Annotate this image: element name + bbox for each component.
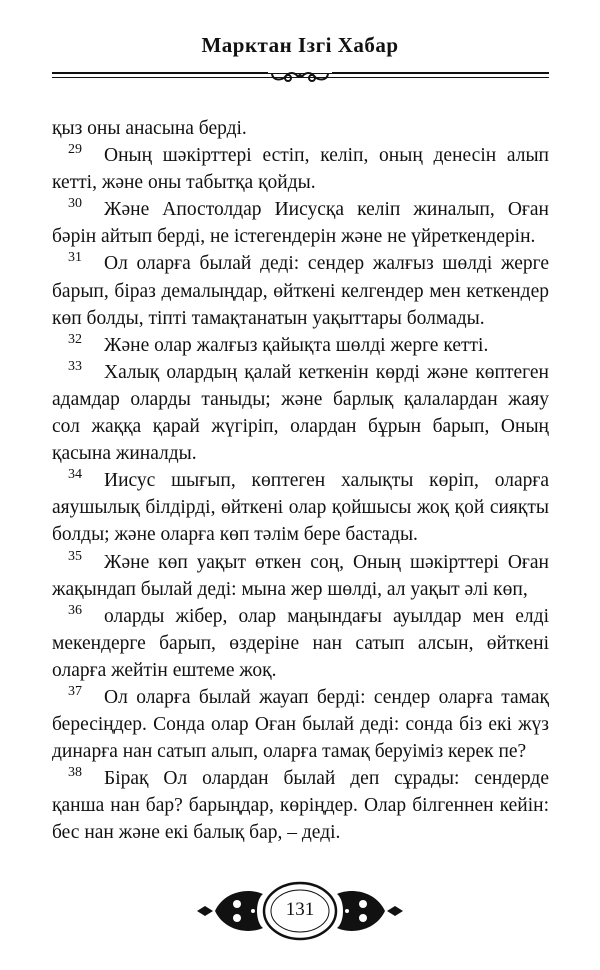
- line-text: Және көп уақыт өткен соң, Оның шәкірттері Оған: [104, 551, 549, 573]
- line-text: сол жаққа қарай жүгіріп, олардан бұрын барып, Оның: [52, 416, 549, 438]
- header-ornament-icon: [268, 67, 332, 85]
- line-text: қыз оны анасына берді.: [52, 118, 247, 139]
- text-line: [52, 223, 549, 250]
- line-text: Ол оларға былай деді: сендер жалғыз шөлді жерге: [104, 253, 549, 275]
- text-line: [52, 494, 549, 521]
- verse-number: 38: [68, 765, 82, 781]
- text-line: [52, 169, 549, 196]
- text-line: [52, 738, 549, 765]
- verse-number: 36: [68, 602, 82, 618]
- line-text: Оның шәкірттері естіп, келіп, оның денесін алып: [104, 145, 549, 167]
- line-text: барып, біраз демалыңдар, өйткені келгендер мен кеткендер: [52, 280, 549, 302]
- verse-number: 31: [68, 250, 82, 266]
- line-text: бәрін айтып берді, не істегендерін және не үйреткендерін.: [52, 226, 536, 248]
- verse-number: 35: [68, 548, 82, 564]
- text-line: [52, 684, 549, 711]
- line-text: Бірақ Ол олардан былай деп сұрады: сендерде: [104, 768, 549, 790]
- verse-number: 32: [68, 331, 82, 347]
- line-text: адамдар оларды таныды; және барлық қалалардан жаяу: [52, 388, 549, 410]
- line-text: Және олар жалғыз қайықта шөлді жерге кетті.: [104, 334, 489, 356]
- text-line: [52, 115, 549, 142]
- text-line: [52, 603, 549, 630]
- text-line: [52, 250, 549, 277]
- line-text: мекендерге барып, өздеріне нан сатып алсын, өйткені: [52, 632, 549, 654]
- text-line: [52, 576, 549, 603]
- line-text: Және Апостолдар Иисусқа келіп жиналып, Оған: [104, 199, 549, 221]
- line-text: динарға нан сатып алып, оларға тамақ беруіміз керек пе?: [52, 741, 527, 763]
- body-text: [52, 115, 549, 847]
- text-line: [52, 549, 549, 576]
- line-text: кетті, және оны табытқа қойды.: [52, 172, 316, 194]
- line-text: бес нан және екі балық бар, – деді.: [52, 822, 341, 844]
- line-text: Иисус шығып, көптеген халықты көріп, оларға: [104, 470, 549, 492]
- text-line: [52, 657, 549, 684]
- verse-number: 34: [68, 467, 82, 483]
- line-text: оларға жейтін ештеме жоқ.: [52, 659, 277, 681]
- text-line: [52, 142, 549, 169]
- line-text: Халық олардың қалай кеткенін көрді және көптеген: [104, 361, 549, 383]
- line-text: жақындап былай деді: мына жер шөлді, ал уақыт әлі көп,: [52, 578, 528, 600]
- text-line: [52, 196, 549, 223]
- verse-number: 33: [68, 358, 82, 374]
- line-text: Ол оларға былай жауап берді: сендер оларға тамақ: [104, 686, 549, 708]
- line-text: қасына жиналды.: [52, 443, 197, 465]
- text-line: [52, 359, 549, 386]
- text-line: [52, 413, 549, 440]
- running-header-title: Марктан Ізгі Хабар: [201, 33, 399, 57]
- text-line: [52, 792, 549, 819]
- text-line: [52, 630, 549, 657]
- text-line: [52, 819, 549, 846]
- verse-number: 30: [68, 196, 82, 212]
- text-line: [52, 305, 549, 332]
- text-line: [52, 765, 549, 792]
- line-text: аяушылық білдірді, өйткені олар қойшысы жоқ қой сияқты: [52, 497, 549, 519]
- page-number: 131: [285, 899, 315, 920]
- text-line: [52, 521, 549, 548]
- text-line: [52, 440, 549, 467]
- line-text: оларды жібер, олар маңындағы ауылдар мен елді: [104, 605, 549, 627]
- text-line: [52, 332, 549, 359]
- line-text: қанша нан бар? барыңдар, көріңдер. Олар білгеннен кейін:: [52, 795, 549, 817]
- text-line: [52, 386, 549, 413]
- text-line: [52, 711, 549, 738]
- line-text: болды; және оларға көп тәлім бере бастады.: [52, 524, 418, 546]
- line-text: көп болды, тіпті тамақтанатын уақыттары болмады.: [52, 307, 485, 329]
- line-text: бересіңдер. Сонда олар Оған былай деді: сонда біз екі жүз: [52, 714, 549, 736]
- text-line: [52, 278, 549, 305]
- verse-number: 37: [68, 683, 82, 699]
- text-line: [52, 467, 549, 494]
- verse-number: 29: [68, 142, 82, 158]
